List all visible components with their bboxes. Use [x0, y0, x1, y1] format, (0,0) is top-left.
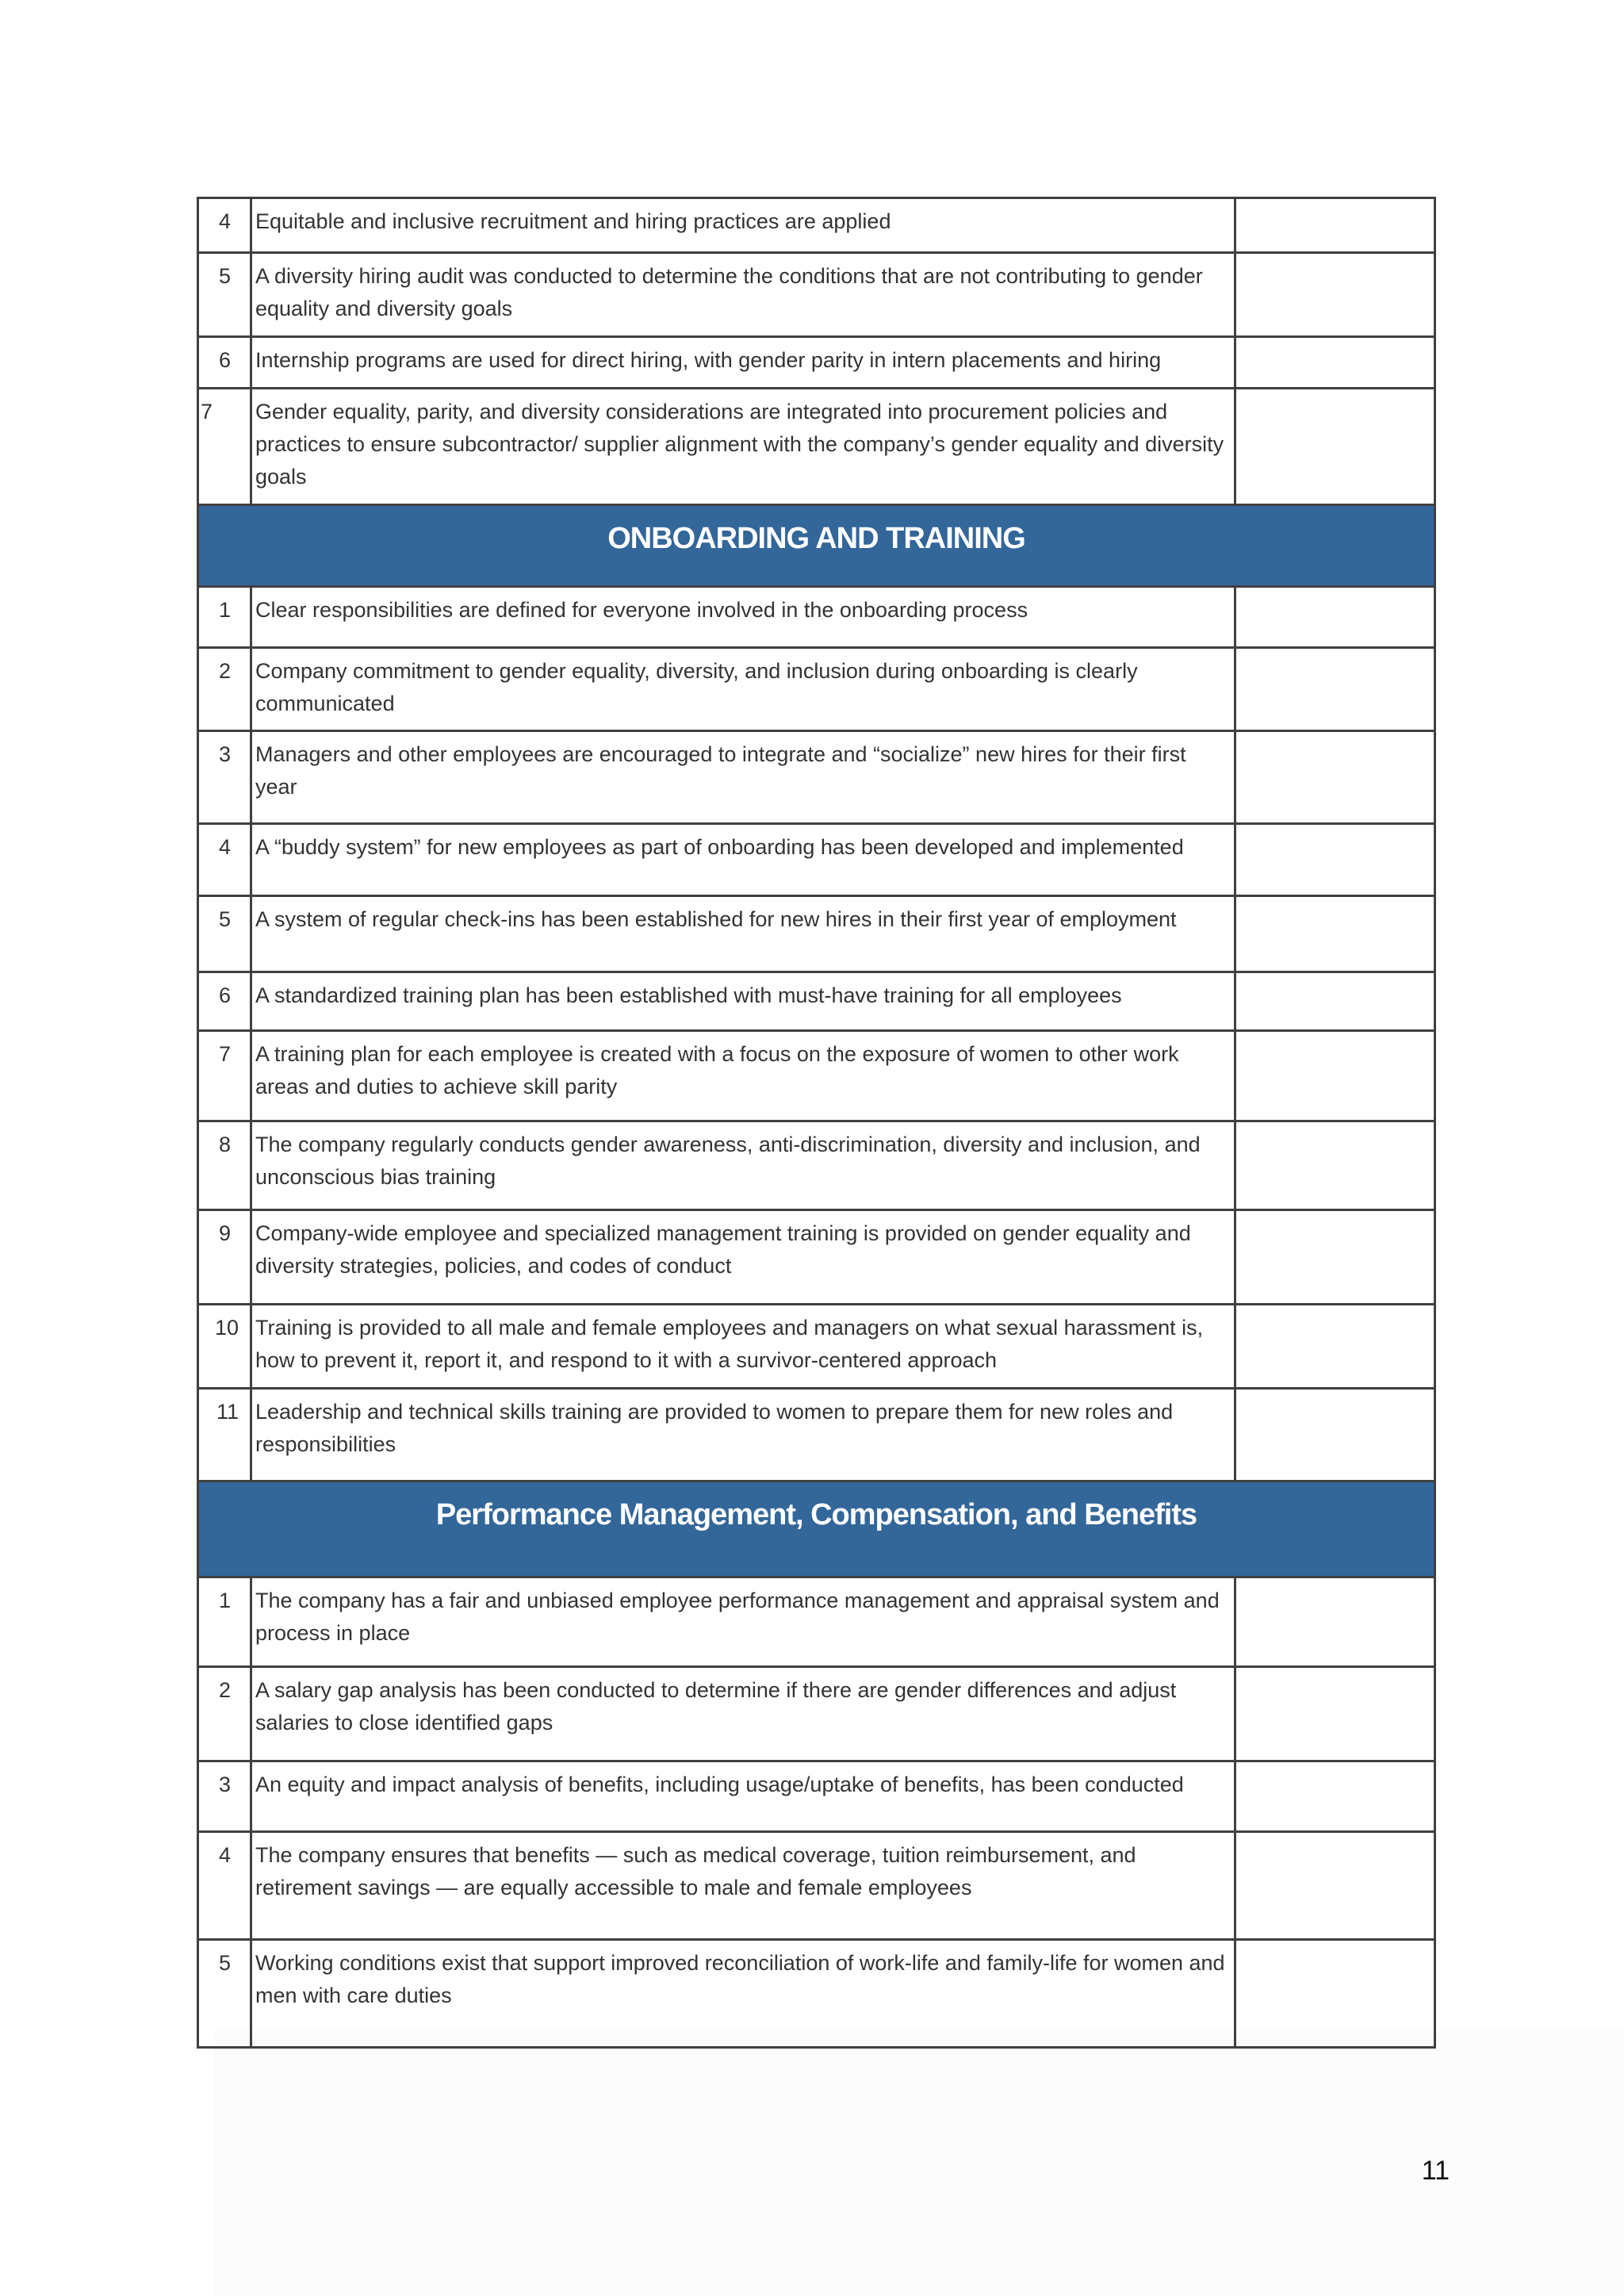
- table-row: [198, 972, 1435, 1031]
- response-cell[interactable]: [1235, 1031, 1435, 1121]
- row-description: The company ensures that benefits — such as medical coverage, tuition reimbursement, and retirement savings — are equally accessible to male and female employees: [251, 1832, 1235, 1940]
- row-description: A diversity hiring audit was conducted to determine the conditions that are not contributing to gender equality and diversity goals: [251, 253, 1235, 337]
- row-number: 2: [198, 648, 251, 731]
- table-row: [198, 1667, 1435, 1761]
- row-description: Gender equality, parity, and diversity considerations are integrated into procurement policies and practices to ensure subcontractor/ supplier alignment with the company’s gender equality and diversity goals: [251, 389, 1235, 505]
- row-description: Leadership and technical skills training are provided to women to prepare them for new roles and responsibilities: [251, 1389, 1235, 1481]
- row-number: 1: [198, 1577, 251, 1667]
- table-row: [198, 389, 1435, 505]
- row-description: A salary gap analysis has been conducted to determine if there are gender differences and adjust salaries to close identified gaps: [251, 1667, 1235, 1761]
- table-row: [198, 1577, 1435, 1667]
- row-number: 1: [198, 587, 251, 648]
- response-cell[interactable]: [1235, 972, 1435, 1031]
- response-cell[interactable]: [1235, 1305, 1435, 1389]
- row-number: 10: [198, 1305, 251, 1389]
- response-cell[interactable]: [1235, 896, 1435, 972]
- table-row: [198, 198, 1435, 253]
- row-number: 5: [198, 253, 251, 337]
- table-row: [198, 824, 1435, 896]
- table-row: [198, 1031, 1435, 1121]
- table-row: [198, 1389, 1435, 1481]
- row-description: Managers and other employees are encouraged to integrate and “socialize” new hires for their first year: [251, 731, 1235, 824]
- response-cell[interactable]: [1235, 1761, 1435, 1832]
- row-description: The company regularly conducts gender awareness, anti-discrimination, diversity and inclusion, and unconscious bias training: [251, 1121, 1235, 1210]
- row-number: 7: [198, 1031, 251, 1121]
- page-number: 11: [1421, 2156, 1450, 2186]
- table-row: [198, 337, 1435, 389]
- response-cell[interactable]: [1235, 1389, 1435, 1481]
- row-description: Working conditions exist that support improved reconciliation of work-life and family-life for women and men with care duties: [251, 1940, 1235, 2048]
- row-description: A “buddy system” for new employees as part of onboarding has been developed and implemented: [251, 824, 1235, 896]
- row-number: 11: [198, 1389, 251, 1481]
- row-description: Company commitment to gender equality, diversity, and inclusion during onboarding is clearly communicated: [251, 648, 1235, 731]
- section-header-onboarding: [198, 505, 1435, 587]
- response-cell[interactable]: [1235, 389, 1435, 505]
- row-number: 6: [198, 972, 251, 1031]
- response-cell[interactable]: [1235, 1667, 1435, 1761]
- table-row: [198, 1832, 1435, 1940]
- response-cell[interactable]: [1235, 1210, 1435, 1305]
- row-number: 4: [198, 824, 251, 896]
- row-number: 6: [198, 337, 251, 389]
- response-cell[interactable]: [1235, 198, 1435, 253]
- table-row: [198, 253, 1435, 337]
- section-header-performance: [198, 1481, 1435, 1577]
- checklist-table: [197, 197, 1436, 2049]
- section-title: ONBOARDING AND TRAINING: [198, 505, 1435, 587]
- table-row: [198, 1210, 1435, 1305]
- row-description: A standardized training plan has been established with must-have training for all employees: [251, 972, 1235, 1031]
- row-description: Company-wide employee and specialized management training is provided on gender equality and diversity strategies, policies, and codes of conduct: [251, 1210, 1235, 1305]
- row-number: 5: [198, 1940, 251, 2048]
- section-title: Performance Management, Compensation, and Benefits: [198, 1481, 1435, 1577]
- table-row: [198, 1761, 1435, 1832]
- response-cell[interactable]: [1235, 1121, 1435, 1210]
- row-number: 4: [198, 1832, 251, 1940]
- row-number: 9: [198, 1210, 251, 1305]
- row-description: Equitable and inclusive recruitment and hiring practices are applied: [251, 198, 1235, 253]
- row-description: A training plan for each employee is created with a focus on the exposure of women to other work areas and duties to achieve skill parity: [251, 1031, 1235, 1121]
- table-row: [198, 1940, 1435, 2048]
- table-row: [198, 1121, 1435, 1210]
- row-description: An equity and impact analysis of benefits, including usage/uptake of benefits, has been conducted: [251, 1761, 1235, 1832]
- row-number: 3: [198, 1761, 251, 1832]
- row-description: Clear responsibilities are defined for everyone involved in the onboarding process: [251, 587, 1235, 648]
- response-cell[interactable]: [1235, 731, 1435, 824]
- table-row: [198, 731, 1435, 824]
- table-row: [198, 896, 1435, 972]
- table-row: [198, 587, 1435, 648]
- row-description: The company has a fair and unbiased employee performance management and appraisal system and process in place: [251, 1577, 1235, 1667]
- row-number: 3: [198, 731, 251, 824]
- table-row: [198, 1305, 1435, 1389]
- response-cell[interactable]: [1235, 824, 1435, 896]
- response-cell[interactable]: [1235, 1832, 1435, 1940]
- response-cell[interactable]: [1235, 648, 1435, 731]
- response-cell[interactable]: [1235, 587, 1435, 648]
- row-description: Internship programs are used for direct hiring, with gender parity in intern placements and hiring: [251, 337, 1235, 389]
- response-cell[interactable]: [1235, 337, 1435, 389]
- response-cell[interactable]: [1235, 1940, 1435, 2048]
- table-row: [198, 648, 1435, 731]
- row-description: A system of regular check-ins has been established for new hires in their first year of employment: [251, 896, 1235, 972]
- row-number: 4: [198, 198, 251, 253]
- row-number: 8: [198, 1121, 251, 1210]
- response-cell[interactable]: [1235, 1577, 1435, 1667]
- response-cell[interactable]: [1235, 253, 1435, 337]
- row-description: Training is provided to all male and female employees and managers on what sexual harassment is, how to prevent it, report it, and respond to it with a survivor-centered approach: [251, 1305, 1235, 1389]
- row-number: 7: [198, 389, 251, 505]
- row-number: 2: [198, 1667, 251, 1761]
- row-number: 5: [198, 896, 251, 972]
